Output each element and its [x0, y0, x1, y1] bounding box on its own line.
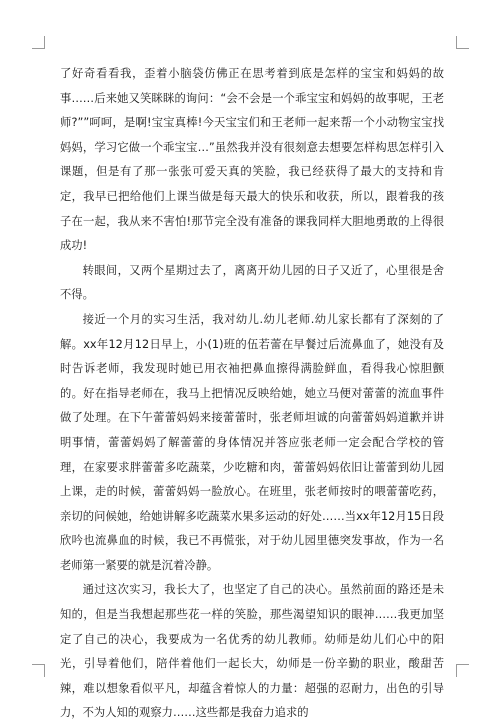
crop-mark-bottom-left — [32, 664, 45, 677]
crop-mark-bottom-right — [456, 664, 469, 677]
paragraph: 接近一个月的实习生活，我对幼儿.幼儿老师.幼儿家长都有了深刻的了解。xx年12月12日早上，小(1)班的伍若蕾在早餐过后流鼻血了，她没有及时告诉老师，我发现时她已用衣袖把鼻血擦得满脸鲜血，看得我心惊胆颤的。好在指导老师在，我马上把情况反映给她，她立马便对蕾蕾的流血事件做了处理。在下午蕾蕾妈妈来接蕾蕾时，张老师坦诚的向蕾蕾妈妈道歉并讲明事情，蕾蕾妈妈了解蕾蕾的身体情况并答应张老师一定会配合学校的管理，在家要求胖蕾蕾多吃蔬菜，少吃糖和肉，蕾蕾妈妈依旧让蕾蕾到幼儿园上课，走的时候，蕾蕾妈妈一脸放心。在班里，张老师按时的喂蕾蕾吃药，亲切的问候她，给她讲解多吃蔬菜水果多运动的好处……当xx年12月15日段欣吟也流鼻血的时候，我已不再慌张，对于幼儿园里德突发事故，作为一名老师第一紧要的就是沉着冷静。 — [60, 312, 444, 572]
document-body — [60, 62, 444, 726]
paragraph: 转眼间，又两个星期过去了，离离开幼儿园的日子又近了，心里很是舍不得。 — [60, 263, 444, 302]
paragraph: 通过这次实习，我长大了，也坚定了自己的决心。虽然前面的路还是未知的，但是当我想起那些花一样的笑脸，那些渴望知识的眼神……我更加坚定了自己的决心，我要成为一名优秀的幼儿教师。幼师是幼儿们心中的阳光，引导着他们，陪伴着他们一起长大，幼师是一份辛勤的职业，酸甜苦辣，难以想象看似平凡，却蕴含着惊人的力量：超强的忍耐力，出色的引导力，不为人知的观察力……这些都是我奋力追求的 — [60, 583, 444, 720]
paragraph: 了好奇看看我，歪着小脑袋仿佛正在思考着到底是怎样的宝宝和妈妈的故事……后来她又笑眯眯的询问：“会不会是一个乖宝宝和妈妈的故事呢，王老师?””呵呵，是啊!宝宝真棒!今天宝宝们和王老师一起来帮一个小动物宝宝找妈妈，学习它做一个乖宝宝…”虽然我并没有很刻意去想要怎样构思怎样引入课题，但是有了那一张张可爱天真的笑脸，我已经获得了最大的支持和肯定，我早已把给他们上课当做是每天最大的快乐和收获，所以，跟着我的孩子在一起，我从来不害怕!那节完全没有准备的课我同样大胆地勇敢的上得很成功! — [60, 67, 444, 253]
crop-mark-top-right — [456, 36, 469, 49]
crop-mark-top-left — [32, 36, 45, 49]
